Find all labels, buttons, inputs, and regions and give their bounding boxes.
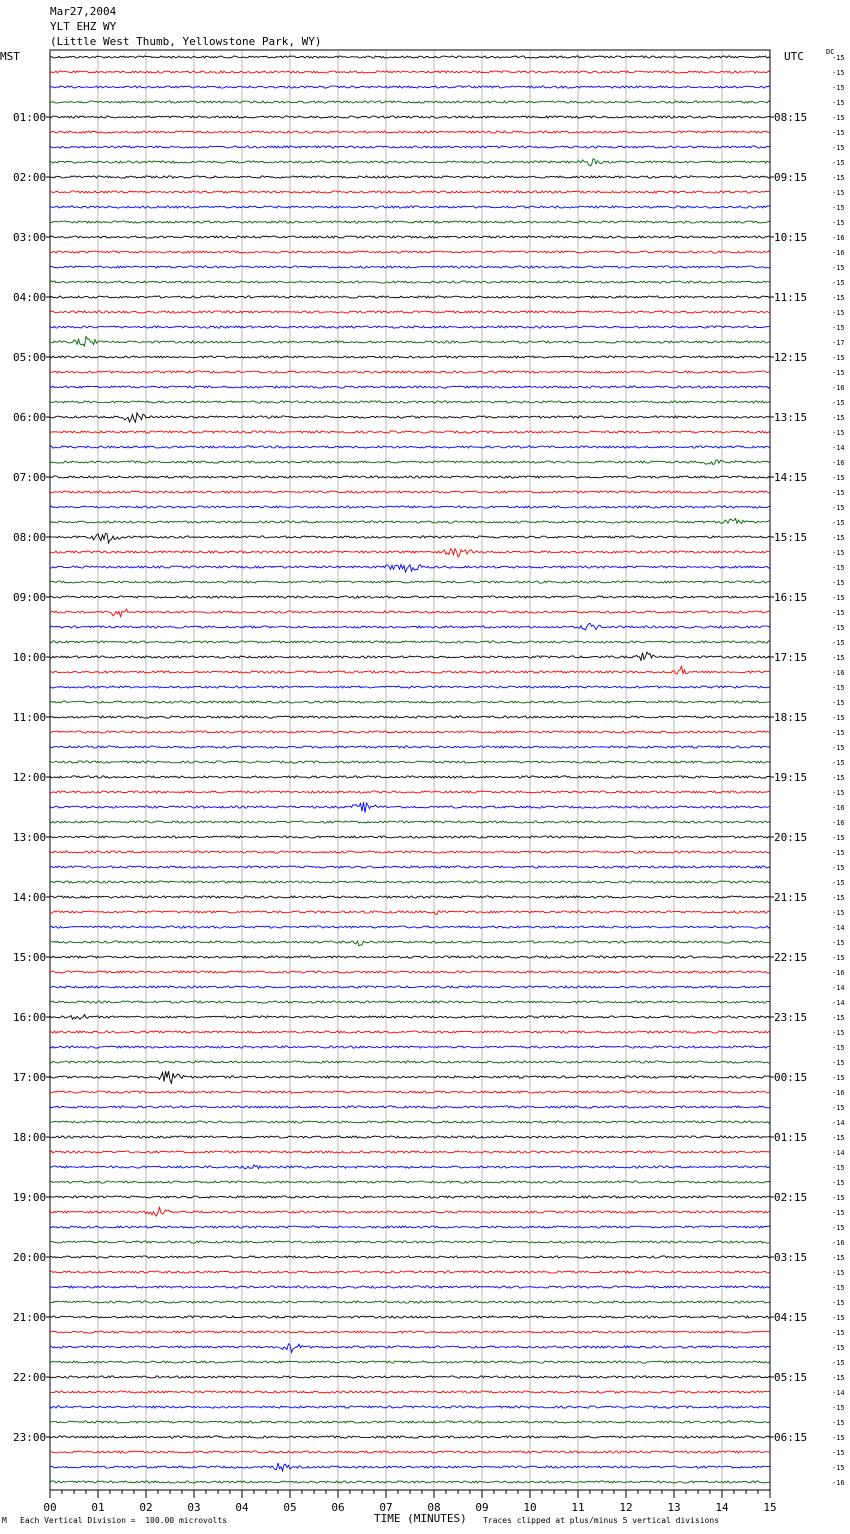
header-date: Mar27,2004 (50, 5, 117, 18)
left-hour-label: 03:00 (13, 231, 47, 244)
trace-line (50, 337, 770, 346)
dc-offset-label: -15 (832, 279, 845, 287)
trace-line (50, 1196, 770, 1198)
trace-line (50, 1481, 770, 1483)
dc-offset-label: -17 (832, 339, 845, 347)
left-timezone-label: MST (0, 50, 20, 63)
trace-line (50, 71, 770, 73)
dc-offset-label: -15 (832, 1074, 845, 1082)
trace-line (50, 206, 770, 208)
trace-line (50, 1463, 770, 1471)
left-hour-label: 09:00 (13, 591, 47, 604)
dc-offset-label: -15 (832, 684, 845, 692)
trace-line (50, 911, 770, 915)
trace-line (50, 281, 770, 283)
trace-line (50, 1031, 770, 1033)
trace-line (50, 1316, 770, 1318)
dc-offset-label: -16 (832, 249, 845, 257)
trace-line (50, 491, 770, 493)
dc-offset-label: -15 (832, 159, 845, 167)
x-tick-label: 14 (715, 1501, 729, 1514)
trace-line (50, 686, 770, 688)
dc-offset-label: -16 (832, 1089, 845, 1097)
right-hour-label: 02:15 (774, 1191, 808, 1204)
dc-offset-label: -16 (832, 384, 845, 392)
dc-offset-label: -15 (832, 264, 845, 272)
dc-offset-label: -15 (832, 1284, 845, 1292)
left-hour-label: 18:00 (13, 1131, 47, 1144)
left-hour-label: 04:00 (13, 291, 47, 304)
dc-offset-label: -15 (832, 534, 845, 542)
dc-offset-label: -15 (832, 324, 845, 332)
trace-line (50, 746, 770, 748)
trace-line (50, 1391, 770, 1393)
left-hour-label: 20:00 (13, 1251, 47, 1264)
x-tick-label: 06 (331, 1501, 345, 1514)
trace-line (50, 1286, 770, 1288)
dc-offset-label: -15 (832, 879, 845, 887)
trace-line (50, 956, 770, 958)
trace-line (50, 881, 770, 883)
trace-line (50, 56, 770, 58)
dc-offset-label: -15 (832, 699, 845, 707)
trace-line (50, 1014, 770, 1019)
trace-line (50, 596, 770, 598)
dc-offset-label: -15 (832, 174, 845, 182)
left-hour-label: 01:00 (13, 111, 47, 124)
trace-line (50, 609, 770, 617)
right-hour-label: 23:15 (774, 1011, 808, 1024)
right-hour-label: 01:15 (774, 1131, 808, 1144)
dc-offset-label: -15 (832, 1224, 845, 1232)
dc-offset-label: -16 (832, 1239, 845, 1247)
dc-offset-label: -15 (832, 909, 845, 917)
trace-line (50, 761, 770, 763)
dc-offset-label: -15 (832, 489, 845, 497)
right-hour-label: 18:15 (774, 711, 808, 724)
dc-offset-label: -15 (832, 99, 845, 107)
dc-offset-label: -15 (832, 504, 845, 512)
dc-offset-label: -15 (832, 84, 845, 92)
right-hour-label: 00:15 (774, 1071, 808, 1084)
dc-offset-label: -16 (832, 234, 845, 242)
dc-offset-label: -16 (832, 804, 845, 812)
dc-offset-label: -15 (832, 1344, 845, 1352)
dc-offset-label: -14 (832, 1119, 845, 1127)
left-hour-label: 17:00 (13, 1071, 47, 1084)
dc-offset-label: -16 (832, 669, 845, 677)
dc-offset-label: -15 (832, 1134, 845, 1142)
dc-offset-label: -15 (832, 939, 845, 947)
left-hour-label: 13:00 (13, 831, 47, 844)
right-hour-label: 05:15 (774, 1371, 808, 1384)
right-hour-label: 17:15 (774, 651, 808, 664)
right-hour-label: 11:15 (774, 291, 808, 304)
dc-offset-label: -15 (832, 144, 845, 152)
right-hour-label: 08:15 (774, 111, 808, 124)
trace-line (50, 716, 770, 718)
trace-line (50, 1091, 770, 1093)
trace-line (50, 1181, 770, 1183)
right-timezone-label: UTC (784, 50, 804, 63)
trace-line (50, 1256, 770, 1258)
trace-line (50, 731, 770, 733)
trace-line (50, 296, 770, 298)
trace-line (50, 356, 770, 358)
dc-offset-label: -15 (832, 1104, 845, 1112)
trace-line (50, 176, 770, 178)
dc-offset-label: -15 (832, 399, 845, 407)
trace-line (50, 1106, 770, 1108)
trace-line (50, 1207, 770, 1216)
dc-offset-label: -15 (832, 894, 845, 902)
dc-offset-label: -15 (832, 549, 845, 557)
dc-offset-label: -16 (832, 819, 845, 827)
scale-note: Each Vertical Division = 100.00 microvolts (20, 1516, 228, 1525)
trace-line (50, 971, 770, 973)
trace-line (50, 251, 770, 253)
dc-offset-label: -15 (832, 849, 845, 857)
dc-offset-label: -15 (832, 1254, 845, 1262)
trace-line (50, 1071, 770, 1083)
trace-line (50, 506, 770, 508)
dc-offset-label: -15 (832, 429, 845, 437)
trace-line (50, 131, 770, 133)
right-hour-label: 06:15 (774, 1431, 808, 1444)
x-tick-label: 05 (283, 1501, 297, 1514)
dc-offset-label: -15 (832, 1044, 845, 1052)
trace-line (50, 666, 770, 674)
trace-line (50, 652, 770, 660)
dc-offset-label: -15 (832, 1329, 845, 1337)
dc-offset-label: -15 (832, 624, 845, 632)
trace-line (50, 986, 770, 988)
dc-offset-label: -15 (832, 354, 845, 362)
trace-line (50, 1344, 770, 1353)
left-hour-label: 11:00 (13, 711, 47, 724)
x-axis-label: TIME (MINUTES) (374, 1512, 467, 1525)
trace-line (50, 1046, 770, 1048)
dc-label: DC (826, 48, 835, 56)
trace-line (50, 1376, 770, 1378)
trace-line (50, 1241, 770, 1243)
trace-line (50, 791, 770, 793)
trace-line (50, 941, 770, 946)
dc-offset-label: -15 (832, 294, 845, 302)
trace-line (50, 86, 770, 88)
x-tick-label: 00 (43, 1501, 57, 1514)
right-hour-label: 15:15 (774, 531, 808, 544)
dc-offset-label: -15 (832, 114, 845, 122)
dc-offset-label: -15 (832, 954, 845, 962)
dc-offset-label: -14 (832, 1389, 845, 1397)
dc-offset-label: -15 (832, 1209, 845, 1217)
trace-line (50, 1451, 770, 1453)
dc-offset-label: -15 (832, 789, 845, 797)
dc-offset-label: -16 (832, 459, 845, 467)
dc-offset-label: -16 (832, 969, 845, 977)
trace-line (50, 431, 770, 433)
trace-line (50, 326, 770, 328)
dc-offset-label: -15 (832, 1194, 845, 1202)
trace-line (50, 641, 770, 643)
trace-line (50, 518, 770, 523)
right-hour-label: 09:15 (774, 171, 808, 184)
left-hour-label: 12:00 (13, 771, 47, 784)
trace-line (50, 266, 770, 268)
trace-line (50, 802, 770, 813)
trace-line (50, 851, 770, 853)
dc-offset-label: -15 (832, 1449, 845, 1457)
dc-offset-label: -15 (832, 1359, 845, 1367)
x-tick-label: 09 (475, 1501, 489, 1514)
dc-offset-label: -15 (832, 714, 845, 722)
left-hour-label: 19:00 (13, 1191, 47, 1204)
dc-offset-label: -15 (832, 1029, 845, 1037)
trace-line (50, 236, 770, 238)
trace-line (50, 1121, 770, 1123)
trace-line (50, 581, 770, 583)
trace-line (50, 1271, 770, 1273)
dc-offset-label: -14 (832, 984, 845, 992)
trace-line (50, 476, 770, 478)
trace-line (50, 191, 770, 193)
dc-offset-label: -15 (832, 564, 845, 572)
x-tick-label: 11 (571, 1501, 585, 1514)
dc-offset-label: -15 (832, 219, 845, 227)
right-hour-label: 14:15 (774, 471, 808, 484)
right-hour-label: 21:15 (774, 891, 808, 904)
x-tick-label: 02 (139, 1501, 153, 1514)
header-station: YLT EHZ WY (50, 20, 117, 33)
dc-offset-label: -15 (832, 309, 845, 317)
trace-line (50, 386, 770, 388)
left-hour-label: 07:00 (13, 471, 47, 484)
trace-line (50, 146, 770, 148)
dc-offset-label: -15 (832, 1269, 845, 1277)
dc-offset-label: -15 (832, 609, 845, 617)
dc-offset-label: -15 (832, 414, 845, 422)
x-tick-label: 10 (523, 1501, 537, 1514)
dc-offset-label: -15 (832, 129, 845, 137)
left-hour-label: 05:00 (13, 351, 47, 364)
trace-line (50, 311, 770, 313)
dc-offset-label: -15 (832, 759, 845, 767)
dc-offset-label: -15 (832, 1299, 845, 1307)
trace-line (50, 1061, 770, 1063)
x-tick-label: 04 (235, 1501, 249, 1514)
dc-offset-label: -15 (832, 1314, 845, 1322)
trace-line (50, 821, 770, 823)
trace-line (50, 413, 770, 422)
x-tick-label: 01 (91, 1501, 105, 1514)
x-tick-label: 08 (427, 1501, 441, 1514)
plot-frame (50, 50, 770, 1490)
x-tick-label: 03 (187, 1501, 201, 1514)
x-tick-label: 07 (379, 1501, 393, 1514)
left-hour-label: 06:00 (13, 411, 47, 424)
dc-offset-label: -15 (832, 1464, 845, 1472)
dc-offset-label: -15 (832, 594, 845, 602)
trace-line (50, 926, 770, 928)
left-hour-label: 02:00 (13, 171, 47, 184)
trace-line (50, 533, 770, 543)
right-hour-label: 03:15 (774, 1251, 808, 1264)
trace-line (50, 1301, 770, 1303)
trace-line (50, 1136, 770, 1138)
dc-offset-label: -15 (832, 1164, 845, 1172)
trace-line (50, 1226, 770, 1228)
x-tick-label: 15 (763, 1501, 777, 1514)
dc-offset-label: -15 (832, 1434, 845, 1442)
dc-offset-label: -15 (832, 1014, 845, 1022)
left-hour-label: 10:00 (13, 651, 47, 664)
left-hour-label: 14:00 (13, 891, 47, 904)
dc-offset-label: -15 (832, 519, 845, 527)
dc-offset-label: -15 (832, 639, 845, 647)
trace-line (50, 401, 770, 403)
trace-line (50, 460, 770, 465)
trace-line (50, 1436, 770, 1438)
right-hour-label: 13:15 (774, 411, 808, 424)
trace-line (50, 836, 770, 838)
dc-offset-label: -15 (832, 1404, 845, 1412)
trace-line (50, 776, 770, 778)
dc-offset-label: -15 (832, 69, 845, 77)
trace-line (50, 1421, 770, 1423)
dc-offset-label: -15 (832, 744, 845, 752)
right-hour-label: 10:15 (774, 231, 808, 244)
dc-offset-label: -15 (832, 474, 845, 482)
trace-line (50, 565, 770, 573)
left-hour-label: 22:00 (13, 1371, 47, 1384)
trace-line (50, 1361, 770, 1363)
right-hour-label: 16:15 (774, 591, 808, 604)
header-location: (Little West Thumb, Yellowstone Park, WY) (50, 35, 322, 48)
trace-line (50, 1001, 770, 1003)
trace-line (50, 701, 770, 703)
dc-offset-label: -16 (832, 1479, 845, 1487)
dc-offset-label: -15 (832, 189, 845, 197)
trace-line (50, 623, 770, 630)
dc-offset-label: -15 (832, 1179, 845, 1187)
dc-offset-label: -14 (832, 999, 845, 1007)
trace-line (50, 896, 770, 898)
dc-offset-label: -14 (832, 444, 845, 452)
dc-offset-label: -15 (832, 729, 845, 737)
left-hour-label: 15:00 (13, 951, 47, 964)
corner-mark: M (2, 1516, 7, 1525)
right-hour-label: 12:15 (774, 351, 808, 364)
trace-line (50, 221, 770, 223)
left-hour-label: 21:00 (13, 1311, 47, 1324)
trace-line (50, 446, 770, 448)
dc-offset-label: -15 (832, 1059, 845, 1067)
right-hour-label: 19:15 (774, 771, 808, 784)
dc-offset-label: -14 (832, 1149, 845, 1157)
trace-line (50, 1406, 770, 1408)
left-hour-label: 23:00 (13, 1431, 47, 1444)
dc-offset-label: -15 (832, 1419, 845, 1427)
right-hour-label: 20:15 (774, 831, 808, 844)
right-hour-label: 04:15 (774, 1311, 808, 1324)
trace-line (50, 371, 770, 373)
right-hour-label: 22:15 (774, 951, 808, 964)
trace-line (50, 101, 770, 103)
dc-offset-label: -15 (832, 864, 845, 872)
trace-line (50, 1165, 770, 1169)
dc-offset-label: -15 (832, 774, 845, 782)
dc-offset-label: -15 (832, 654, 845, 662)
trace-line (50, 159, 770, 166)
dc-offset-label: -15 (832, 54, 845, 62)
dc-offset-label: -15 (832, 369, 845, 377)
x-tick-label: 13 (667, 1501, 681, 1514)
dc-offset-label: -14 (832, 924, 845, 932)
left-hour-label: 08:00 (13, 531, 47, 544)
dc-offset-label: -15 (832, 579, 845, 587)
clip-note: Traces clipped at plus/minus 5 vertical divisions (483, 1516, 720, 1525)
dc-offset-label: -15 (832, 1374, 845, 1382)
trace-line (50, 549, 770, 557)
trace-line (50, 1331, 770, 1333)
trace-line (50, 116, 770, 118)
trace-line (50, 866, 770, 868)
left-hour-label: 16:00 (13, 1011, 47, 1024)
dc-offset-label: -15 (832, 834, 845, 842)
x-tick-label: 12 (619, 1501, 633, 1514)
dc-offset-label: -15 (832, 204, 845, 212)
trace-line (50, 1151, 770, 1153)
